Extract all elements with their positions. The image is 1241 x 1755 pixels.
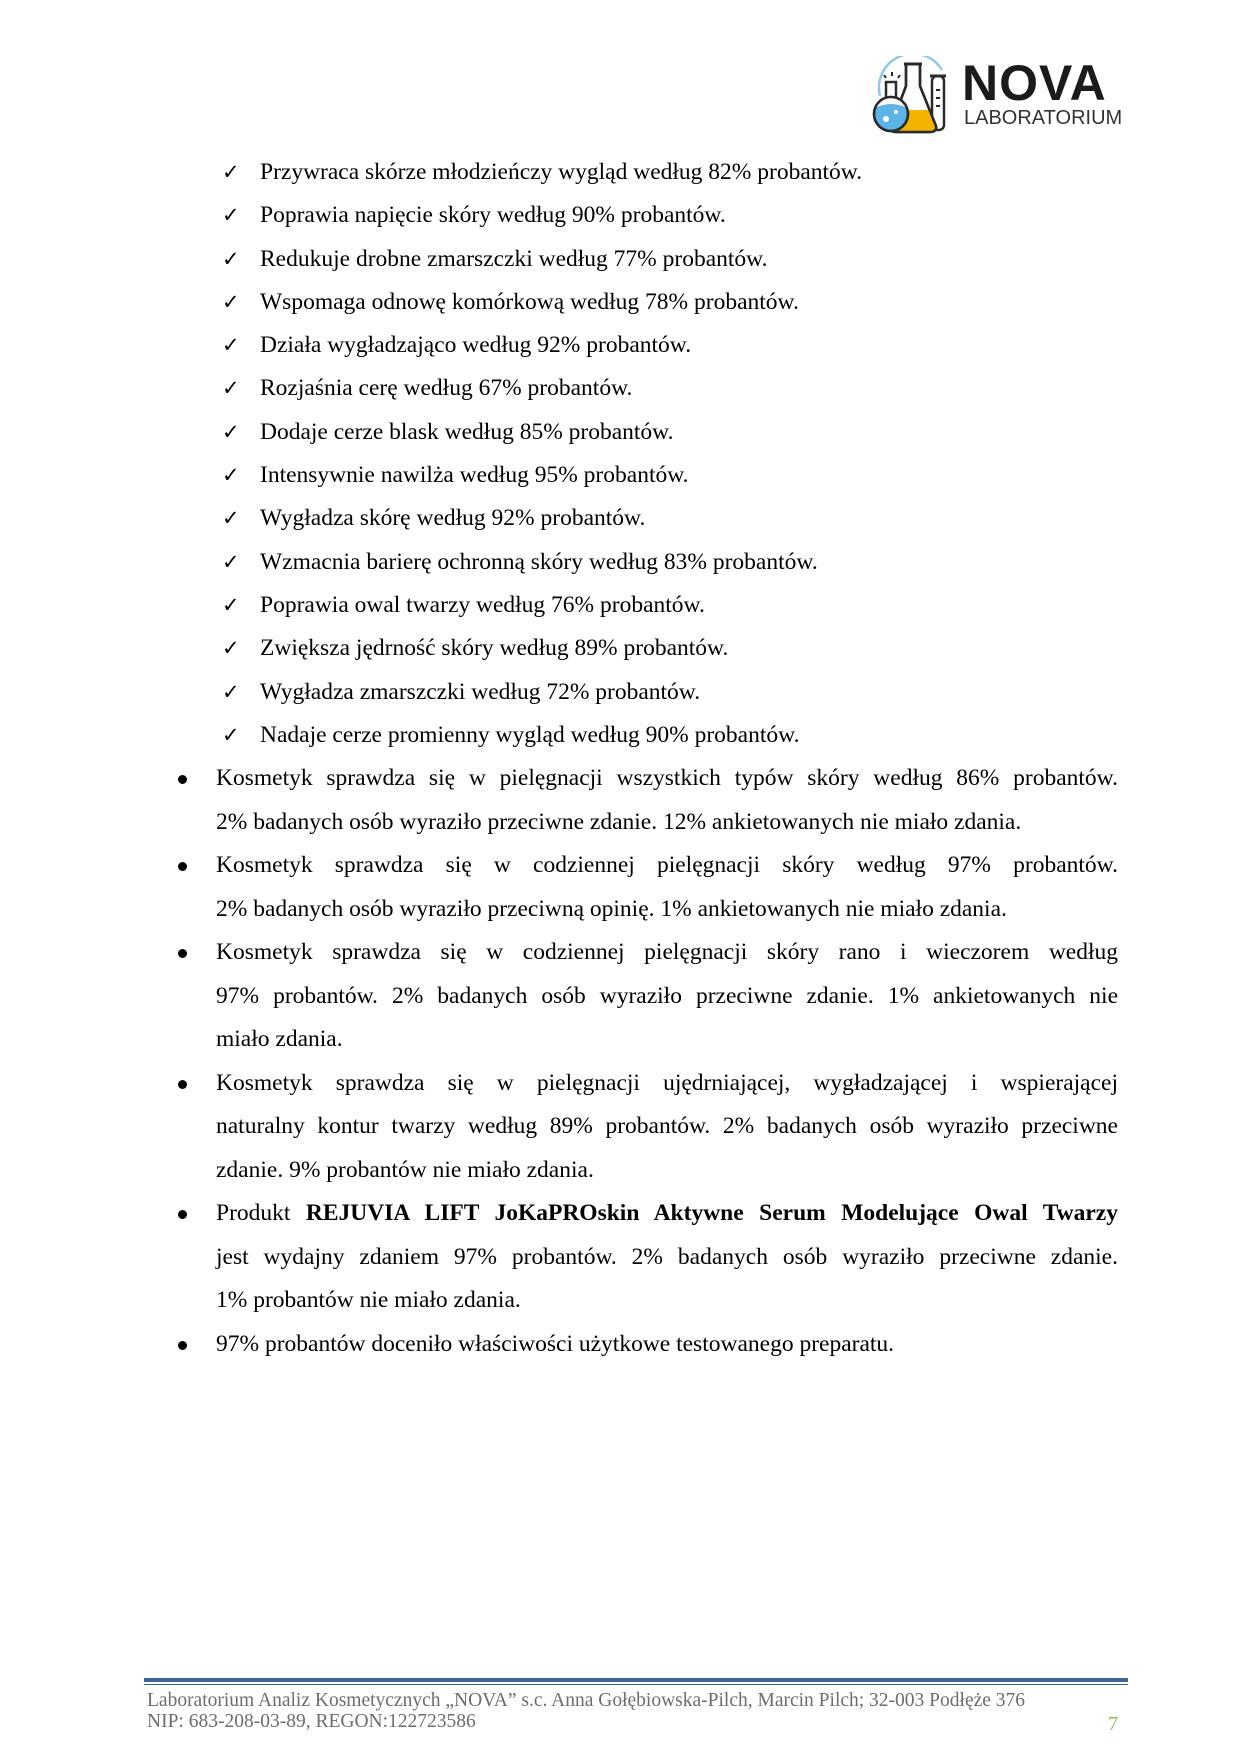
checklist-item: [222, 151, 1122, 194]
bullet-text-line: miało zdania.: [216, 1026, 343, 1052]
bullet-dot-icon: [178, 862, 187, 871]
bullet-item: [178, 1062, 1118, 1193]
checklist-item: [222, 367, 1122, 410]
check-mark-icon: ✓: [222, 419, 240, 444]
bullet-text-line: 1% probantów nie miało zdania.: [216, 1287, 521, 1313]
footer-address: Laboratorium Analiz Kosmetycznych „NOVA” s.c. Anna Gołębiowska-Pilch, Marcin Pilch; 32-003 Podłęże 376: [147, 1690, 1026, 1711]
bullet-dot-icon: [178, 1080, 187, 1089]
checklist-item: [222, 671, 1122, 714]
checklist-item: [222, 541, 1122, 584]
checklist-item-label: Działa wygładzająco według 92% probantów.: [260, 332, 692, 359]
footer-divider: [144, 1678, 1128, 1682]
check-mark-icon: ✓: [222, 289, 240, 314]
checklist-item-label: Wygładza zmarszczki według 72% probantów.: [260, 678, 701, 705]
checklist-item: [222, 194, 1122, 237]
bullet-text-line: Kosmetyk sprawdza się w codziennej pielęgnacji skóry według 97% probantów.: [216, 852, 1118, 878]
checklist-item-label: Redukuje drobne zmarszczki według 77% probantów.: [260, 245, 768, 272]
bullet-text-line: Kosmetyk sprawdza się w pielęgnacji ujędrniającej, wygładzającej i wspierającej: [216, 1069, 1118, 1096]
checklist-item-label: Nadaje cerze promienny wygląd według 90% probantów.: [260, 721, 800, 748]
bullet-text-line: 97% probantów. 2% badanych osób wyraziło przeciwne zdanie. 1% ankietowanych nie: [216, 982, 1118, 1009]
bullet-item: [178, 1192, 1118, 1323]
checklist-item-label: Wzmacnia barierę ochronną skóry według 83% probantów.: [260, 548, 818, 575]
check-mark-icon: ✓: [222, 376, 240, 401]
bullet-text-line: 2% badanych osób wyraziło przeciwną opinię. 1% ankietowanych nie miało zdania.: [216, 895, 1007, 922]
summary-bullet-list: [178, 757, 1118, 1366]
bullet-text-line: [216, 1192, 1118, 1236]
checklist-item-label: Intensywnie nawilża według 95% probantów.: [260, 462, 689, 489]
checklist-item: [222, 238, 1122, 281]
check-mark-icon: ✓: [222, 160, 240, 184]
checklist-item-label: Poprawia owal twarzy według 76% probantów.: [260, 591, 705, 618]
check-mark-icon: ✓: [222, 333, 240, 358]
checklist-item: [222, 584, 1122, 627]
checklist-item: [222, 281, 1122, 324]
checklist-item: [222, 497, 1122, 540]
check-mark-icon: ✓: [222, 722, 240, 747]
check-mark-icon: ✓: [222, 636, 240, 661]
footer-divider-thin: [144, 1684, 1128, 1685]
checklist-item-label: Poprawia napięcie skóry według 90% probantów.: [260, 202, 726, 229]
check-mark-icon: ✓: [222, 679, 240, 704]
checklist-item: [222, 454, 1122, 497]
check-mark-icon: ✓: [222, 246, 240, 271]
lab-flasks-icon: [870, 56, 962, 136]
checklist-item: [222, 714, 1122, 757]
checklist-item-label: Dodaje cerze blask według 85% probantów.: [260, 418, 674, 445]
checklist-item: [222, 627, 1122, 670]
checklist-item-label: Zwiększa jędrność skóry według 89% probantów.: [260, 635, 729, 662]
bullet-text-line: 97% probantów doceniło właściwości użytkowe testowanego preparatu.: [216, 1330, 895, 1357]
bullet-dot-icon: [178, 1210, 187, 1219]
checklist-item: [222, 324, 1122, 367]
bullet-text-line: 2% badanych osób wyraziło przeciwne zdanie. 12% ankietowanych nie miało zdania.: [216, 808, 1022, 835]
bullet-dot-icon: [178, 775, 187, 784]
bullet-text-line: Kosmetyk sprawdza się w pielęgnacji wszystkich typów skóry według 86% probantów.: [216, 765, 1118, 791]
logo-subtitle: LABORATORIUM: [964, 107, 1123, 129]
product-name: REJUVIA LIFT JoKaPROskin Aktywne Serum Modelujące Owal Twarzy: [305, 1200, 1118, 1226]
check-mark-icon: ✓: [222, 506, 240, 531]
checklist-item-label: Wspomaga odnowę komórkową według 78% probantów.: [260, 288, 799, 315]
checklist-item-label: Rozjaśnia cerę według 67% probantów.: [260, 375, 633, 402]
footer-registration: NIP: 683-208-03-89, REGON:122723586: [147, 1711, 476, 1732]
footer-company-info: [147, 1690, 1025, 1732]
bullet-item: [178, 931, 1118, 1062]
check-mark-icon: ✓: [222, 463, 240, 488]
bullet-item: [178, 757, 1118, 844]
product-prefix: Produkt: [216, 1200, 306, 1226]
bullet-text-line: naturalny kontur twarzy według 89% probantów. 2% badanych osób wyraziło przeciwne: [216, 1113, 1118, 1139]
benefits-checklist: [222, 151, 1122, 757]
bullet-text-line: zdanie. 9% probantów nie miało zdania.: [216, 1156, 594, 1183]
check-mark-icon: ✓: [222, 549, 240, 574]
bullet-text-line: Kosmetyk sprawdza się w codziennej pielęgnacji skóry rano i wieczorem według: [216, 939, 1118, 965]
checklist-item-label: Wygładza skórę według 92% probantów.: [260, 505, 646, 532]
checklist-item-label: Przywraca skórze młodzieńczy wygląd według 82% probantów.: [260, 159, 863, 185]
nova-laboratorium-logo: [870, 55, 1123, 136]
check-mark-icon: ✓: [222, 592, 240, 617]
bullet-item: [178, 844, 1118, 931]
bullet-item: [178, 1323, 1118, 1367]
page-number: 7: [1108, 1713, 1118, 1735]
bullet-dot-icon: [178, 1341, 187, 1350]
checklist-item: [222, 411, 1122, 454]
bullet-text-line: jest wydajny zdaniem 97% probantów. 2% badanych osób wyraziło przeciwne zdanie.: [216, 1243, 1118, 1270]
logo-title: NOVA: [962, 55, 1107, 111]
bullet-dot-icon: [178, 949, 187, 958]
check-mark-icon: ✓: [222, 203, 240, 228]
